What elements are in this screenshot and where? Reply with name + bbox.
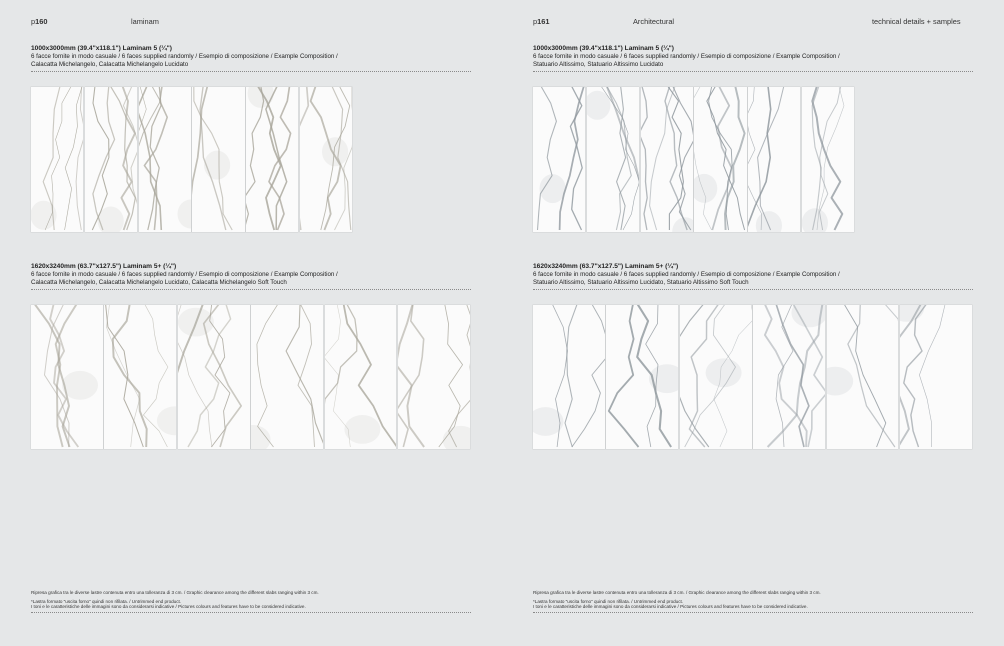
footer-line: I toni e le caratteristiche delle immagini sono da considerarsi indicative / Pictures colours and features have to be considered indicative. bbox=[533, 604, 808, 610]
section-label: laminam bbox=[131, 17, 159, 26]
slab-row-small bbox=[31, 87, 352, 232]
product-names: Statuario Altissimo, Statuario Altissimo Lucidato, Statuario Altissimo Soft Touch bbox=[533, 278, 749, 286]
product-names: Statuario Altissimo, Statuario Altissimo Lucidato bbox=[533, 60, 664, 68]
format-title: 1620x3240mm (63.7"x127.5") Laminam 5+ (¼") bbox=[533, 263, 679, 270]
marble-slab bbox=[753, 305, 825, 449]
marble-slab bbox=[398, 305, 470, 449]
composition-line: 6 facce fornite in modo casuale / 6 faces supplied randomly / Esempio di composizione / Example Composition / bbox=[533, 271, 840, 278]
marble-slab bbox=[325, 305, 397, 449]
dotted-divider bbox=[31, 289, 471, 290]
footer-notes bbox=[533, 590, 973, 613]
marble-slab bbox=[139, 87, 191, 232]
page-number: p160 bbox=[31, 17, 48, 26]
page-number: p161 bbox=[533, 17, 550, 26]
marble-slab bbox=[85, 87, 137, 232]
marble-slab bbox=[641, 87, 693, 232]
marble-slab bbox=[694, 87, 746, 232]
dotted-divider bbox=[31, 612, 471, 613]
footer-line: Ripresa grafica tra le diverse lastre contenuta entro una tolleranza di 3 cm. / Graphic clearance among the different slabs ranging within 3 cm. bbox=[533, 590, 821, 595]
format-title: 1000x3000mm (39.4"x118.1") Laminam 5 (¼") bbox=[533, 45, 674, 52]
composition-line: 6 facce fornite in modo casuale / 6 faces supplied randomly / Esempio di composizione / Example Composition / bbox=[31, 271, 338, 278]
right-page bbox=[502, 0, 1004, 646]
marble-slab bbox=[178, 305, 250, 449]
footer-notes bbox=[31, 590, 471, 613]
marble-slab bbox=[900, 305, 972, 449]
marble-slab bbox=[251, 305, 323, 449]
product-names: Calacatta Michelangelo, Calacatta Michelangelo Lucidato bbox=[31, 60, 189, 68]
format-block-large bbox=[31, 263, 471, 290]
header-right-label: technical details + samples bbox=[872, 17, 961, 26]
marble-slab bbox=[533, 87, 585, 232]
marble-slab bbox=[192, 87, 244, 232]
slab-row-large bbox=[31, 305, 470, 449]
marble-slab bbox=[827, 305, 899, 449]
footer-line: Ripresa grafica tra le diverse lastre contenuta entro una tolleranza di 3 cm. / Graphic clearance among the different slabs ranging within 3 cm. bbox=[31, 590, 319, 595]
composition-line: 6 facce fornite in modo casuale / 6 faces supplied randomly / Esempio di composizione / Example Composition / bbox=[31, 53, 338, 60]
footer-line: I toni e le caratteristiche delle immagini sono da considerarsi indicative / Pictures colours and features have to be considered indicative. bbox=[31, 604, 306, 610]
dotted-divider bbox=[533, 612, 973, 613]
section-label: Architectural bbox=[633, 17, 675, 26]
marble-slab bbox=[104, 305, 176, 449]
marble-slab bbox=[748, 87, 800, 232]
slab-row-small bbox=[533, 87, 854, 232]
format-title: 1000x3000mm (39.4"x118.1") Laminam 5 (¼") bbox=[31, 45, 172, 52]
dotted-divider bbox=[533, 289, 973, 290]
marble-slab bbox=[31, 87, 83, 232]
marble-slab bbox=[606, 305, 678, 449]
format-block-small bbox=[533, 45, 973, 72]
marble-slab bbox=[300, 87, 352, 232]
format-block-small bbox=[31, 45, 471, 72]
format-title: 1620x3240mm (63.7"x127.5") Laminam 5+ (¼") bbox=[31, 263, 177, 270]
marble-slab bbox=[533, 305, 605, 449]
product-names: Calacatta Michelangelo, Calacatta Michelangelo Lucidato, Calacatta Michelangelo Soft Touch bbox=[31, 278, 287, 286]
composition-line: 6 facce fornite in modo casuale / 6 faces supplied randomly / Esempio di composizione / Example Composition / bbox=[533, 53, 840, 60]
slab-row-large bbox=[533, 305, 972, 449]
marble-slab bbox=[31, 305, 103, 449]
marble-slab bbox=[246, 87, 298, 232]
dotted-divider bbox=[31, 71, 471, 72]
dotted-divider bbox=[533, 71, 973, 72]
marble-slab bbox=[587, 87, 639, 232]
footer-line: *Lastra formato "uscita forno" quindi non rifilata. / Untrimmed end product. bbox=[31, 598, 182, 604]
marble-slab bbox=[802, 87, 854, 232]
marble-slab bbox=[680, 305, 752, 449]
format-block-large bbox=[533, 263, 973, 290]
footer-line: *Lastra formato "uscita forno" quindi non rifilata. / Untrimmed end product. bbox=[533, 598, 684, 604]
